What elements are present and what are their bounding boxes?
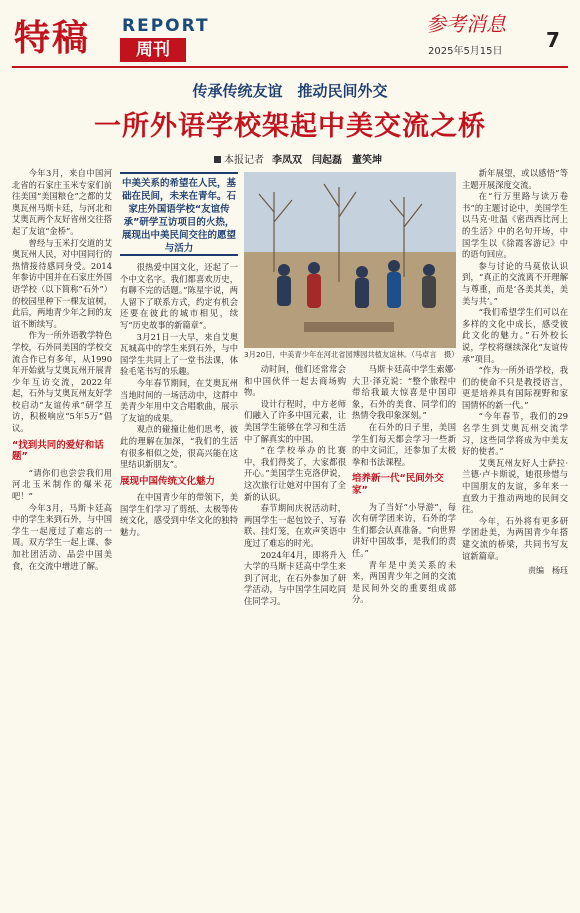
photo-caption: 3月20日，中美青少年在河北省园博园共植友谊林。（马卓言 摄） xyxy=(244,350,459,359)
pull-quote-text: 中美关系的希望在人民，基础在民间，未来在青年。石家庄外国语学校“友谊传承”研学互访项目的火热，展现出中美民间交往的愿望与活力 xyxy=(121,178,236,254)
paragraph: 为了当好“小导游”，每次有研学团来访，石外的学生们都会认真准备。“向世界讲好中国故事，是我们的责任。” xyxy=(352,501,456,558)
paragraph: “作为一所外语学校，我们的使命不只是教授语言，更是培养具有国际视野和家国情怀的新一代。” xyxy=(462,365,568,410)
paragraph: 很热爱中国文化，还起了一个中文名字。我们都喜欢历史，有聊不完的话题。”陈星宇说，两人留下了联系方式，约定有机会还要在彼此的城市相见，续写“历史故事的新篇章”。 xyxy=(120,262,238,330)
paragraph: 2024年4月，即将升入大学的马斯卡廷高中学生来到了河北，在石外参加了研学活动，与中国学生同吃同住同学习。 xyxy=(244,549,346,606)
paragraph: 观点的碰撞让他们思考，彼此的理解在加深，“我们的生活有很多相似之处，很高兴能在这里结识新朋友”。 xyxy=(120,424,238,470)
byline-label: 本报记者 xyxy=(224,155,264,166)
editor-credit: 责编 杨珏 xyxy=(528,566,568,576)
photo-illustration xyxy=(244,172,456,348)
paragraph: “今年春节，我们的29名学生到艾奥瓦州交流学习，这些同学将成为中美友好的使者。” xyxy=(462,411,568,457)
masthead-rule xyxy=(12,66,568,68)
paragraph: 在中国青少年的带领下，美国学生们学习了剪纸、太极等传统文化，感受到中华文化的独特魅力。 xyxy=(120,492,238,538)
paragraph: 曾经与玉米打交道的艾奥瓦州人民，对中国同行的热情接待感同身受。2014年参访中国并在石家庄外国语学校（以下简称“石外”）的校园里种下一棵友谊树，此后，两地青少年之间的友谊不断续写。 xyxy=(12,237,112,329)
article-column-4 xyxy=(352,364,456,908)
paragraph: 今年3月，马斯卡廷高中的学生来到石外，与中国学生一起度过了难忘的一周。双方学生一起上课、参加社团活动、品尝中国美食，在交流中增进了解。 xyxy=(12,502,112,571)
pull-quote xyxy=(120,172,238,256)
article-column-3 xyxy=(244,364,346,908)
article-headline: 一所外语学校架起中美交流之桥 xyxy=(94,111,486,142)
paragraph: 在“行万里路与读万卷书”的主题讨论中，美国学生以马克·吐温《密西西比河上的生活》中的名句开场，中国学生以《徐霞客游记》中的语句回应。 xyxy=(462,191,568,260)
byline-marker-icon xyxy=(214,156,221,163)
paragraph: 今年，石外将有更多研学团赴美，为两国青少年搭建交流的桥梁，共同书写友谊新篇章。 xyxy=(462,515,568,561)
paragraph: 动时间，他们还常常会和中国伙伴一起去商场购物。 xyxy=(244,364,346,398)
article-column-5 xyxy=(462,168,568,908)
paragraph: 艾奥瓦州友好人士萨拉·兰德·卢卡斯说，她很珍惜与中国朋友的友谊，多年来一直致力于推动两地的民间交往。 xyxy=(462,457,568,515)
section-subhead: “找到共同的爱好和话题” xyxy=(12,439,104,463)
section-subhead: 培养新一代“民间外交家” xyxy=(352,473,444,496)
section-subhead: 展现中国传统文化魅力 xyxy=(120,475,216,487)
article-column-1 xyxy=(12,168,112,908)
paragraph: 3月21日一大早，来自艾奥瓦城高中的学生来到石外，与中国学生共同上了一堂书法课，体验毛笔书写的乐趣。 xyxy=(120,331,238,377)
section-title: 特稿 xyxy=(14,18,91,59)
paragraph: 在石外的日子里，美国学生们每天都会学习一些新的中文词汇，还参加了太极拳和书法课程。 xyxy=(352,421,456,467)
paragraph: 设计行程时，中方老师们融入了许多中国元素，让美国学生能够在学习和生活中了解真实的中国。 xyxy=(244,398,346,444)
article-column-2 xyxy=(120,262,238,908)
masthead xyxy=(0,0,580,68)
pull-quote-rule-bottom xyxy=(120,254,238,256)
paragraph: “请你们也尝尝我们用河北玉米制作的爆米花吧！” xyxy=(12,467,112,502)
paragraph: “在学校举办的比赛中，我们得奖了，大家都很开心。”美国学生克洛伊说，这次旅行让她对中国有了全新的认识。 xyxy=(244,445,346,502)
paragraph: 马斯卡廷高中学生索娜·大卫·泽克说：“整个旅程中带给我最大惊喜是中国印象，石外的美食、同学们的热情令我印象深刻。” xyxy=(352,364,456,421)
article-kicker: 传承传统友谊 推动民间外交 xyxy=(192,82,388,100)
paragraph: 青年是中美关系的未来，两国青少年之间的交流是民间外交的重要组成部分。 xyxy=(352,559,456,605)
paper-logo: 参考消息 xyxy=(426,12,506,36)
paragraph: 春节期间庆祝活动时，两国学生一起包饺子、写春联、挂灯笼，在欢声笑语中度过了难忘的时光。 xyxy=(244,503,346,548)
byline xyxy=(214,151,382,166)
paragraph: 作为一所外语教学特色学校，石外同美国的学校交流合作已有多年，从1990年开始就与艾奥瓦州开展青少年互访交流，2022年起，石外与艾奥瓦州友好学校启动“友谊传承”研学互访，积极响应“5年5万”倡议。 xyxy=(12,330,112,434)
byline-names: 李凤双 闫起磊 董笑坤 xyxy=(272,155,382,166)
issue-date: 2025年5月15日 xyxy=(428,46,503,57)
article-photo xyxy=(244,172,456,348)
paragraph: 参与讨论的马莫依认识到，“真正的交流离不开理解与尊重，而是‘各美其美，美美与共’。” xyxy=(462,260,568,306)
report-label: REPORT xyxy=(122,16,210,36)
page-number: 7 xyxy=(546,28,560,52)
paragraph: 今年3月，来自中国河北省的石家庄玉米专家们前往美国“美国粮仓”之都的艾奥瓦州马斯卡廷，与河北和艾奥瓦两个友好省州交往搭起了友谊“金桥”。 xyxy=(12,168,112,236)
pull-quote-rule-top xyxy=(120,172,238,174)
paragraph: 今年春节期间，在艾奥瓦州当地时间的一场活动中，这群中美青少年用中文合唱歌曲，展示了友谊的成果。 xyxy=(120,377,238,423)
paragraph: 新年展望，或以感悟”等主题开展深度交流。 xyxy=(462,168,568,190)
weekly-badge: 周刊 xyxy=(120,38,186,62)
paragraph: “我们希望学生们可以在多样的文化中成长，感受彼此文化的魅力。”石外校长说，学校将继续深化“友谊传承”项目。 xyxy=(462,307,568,364)
